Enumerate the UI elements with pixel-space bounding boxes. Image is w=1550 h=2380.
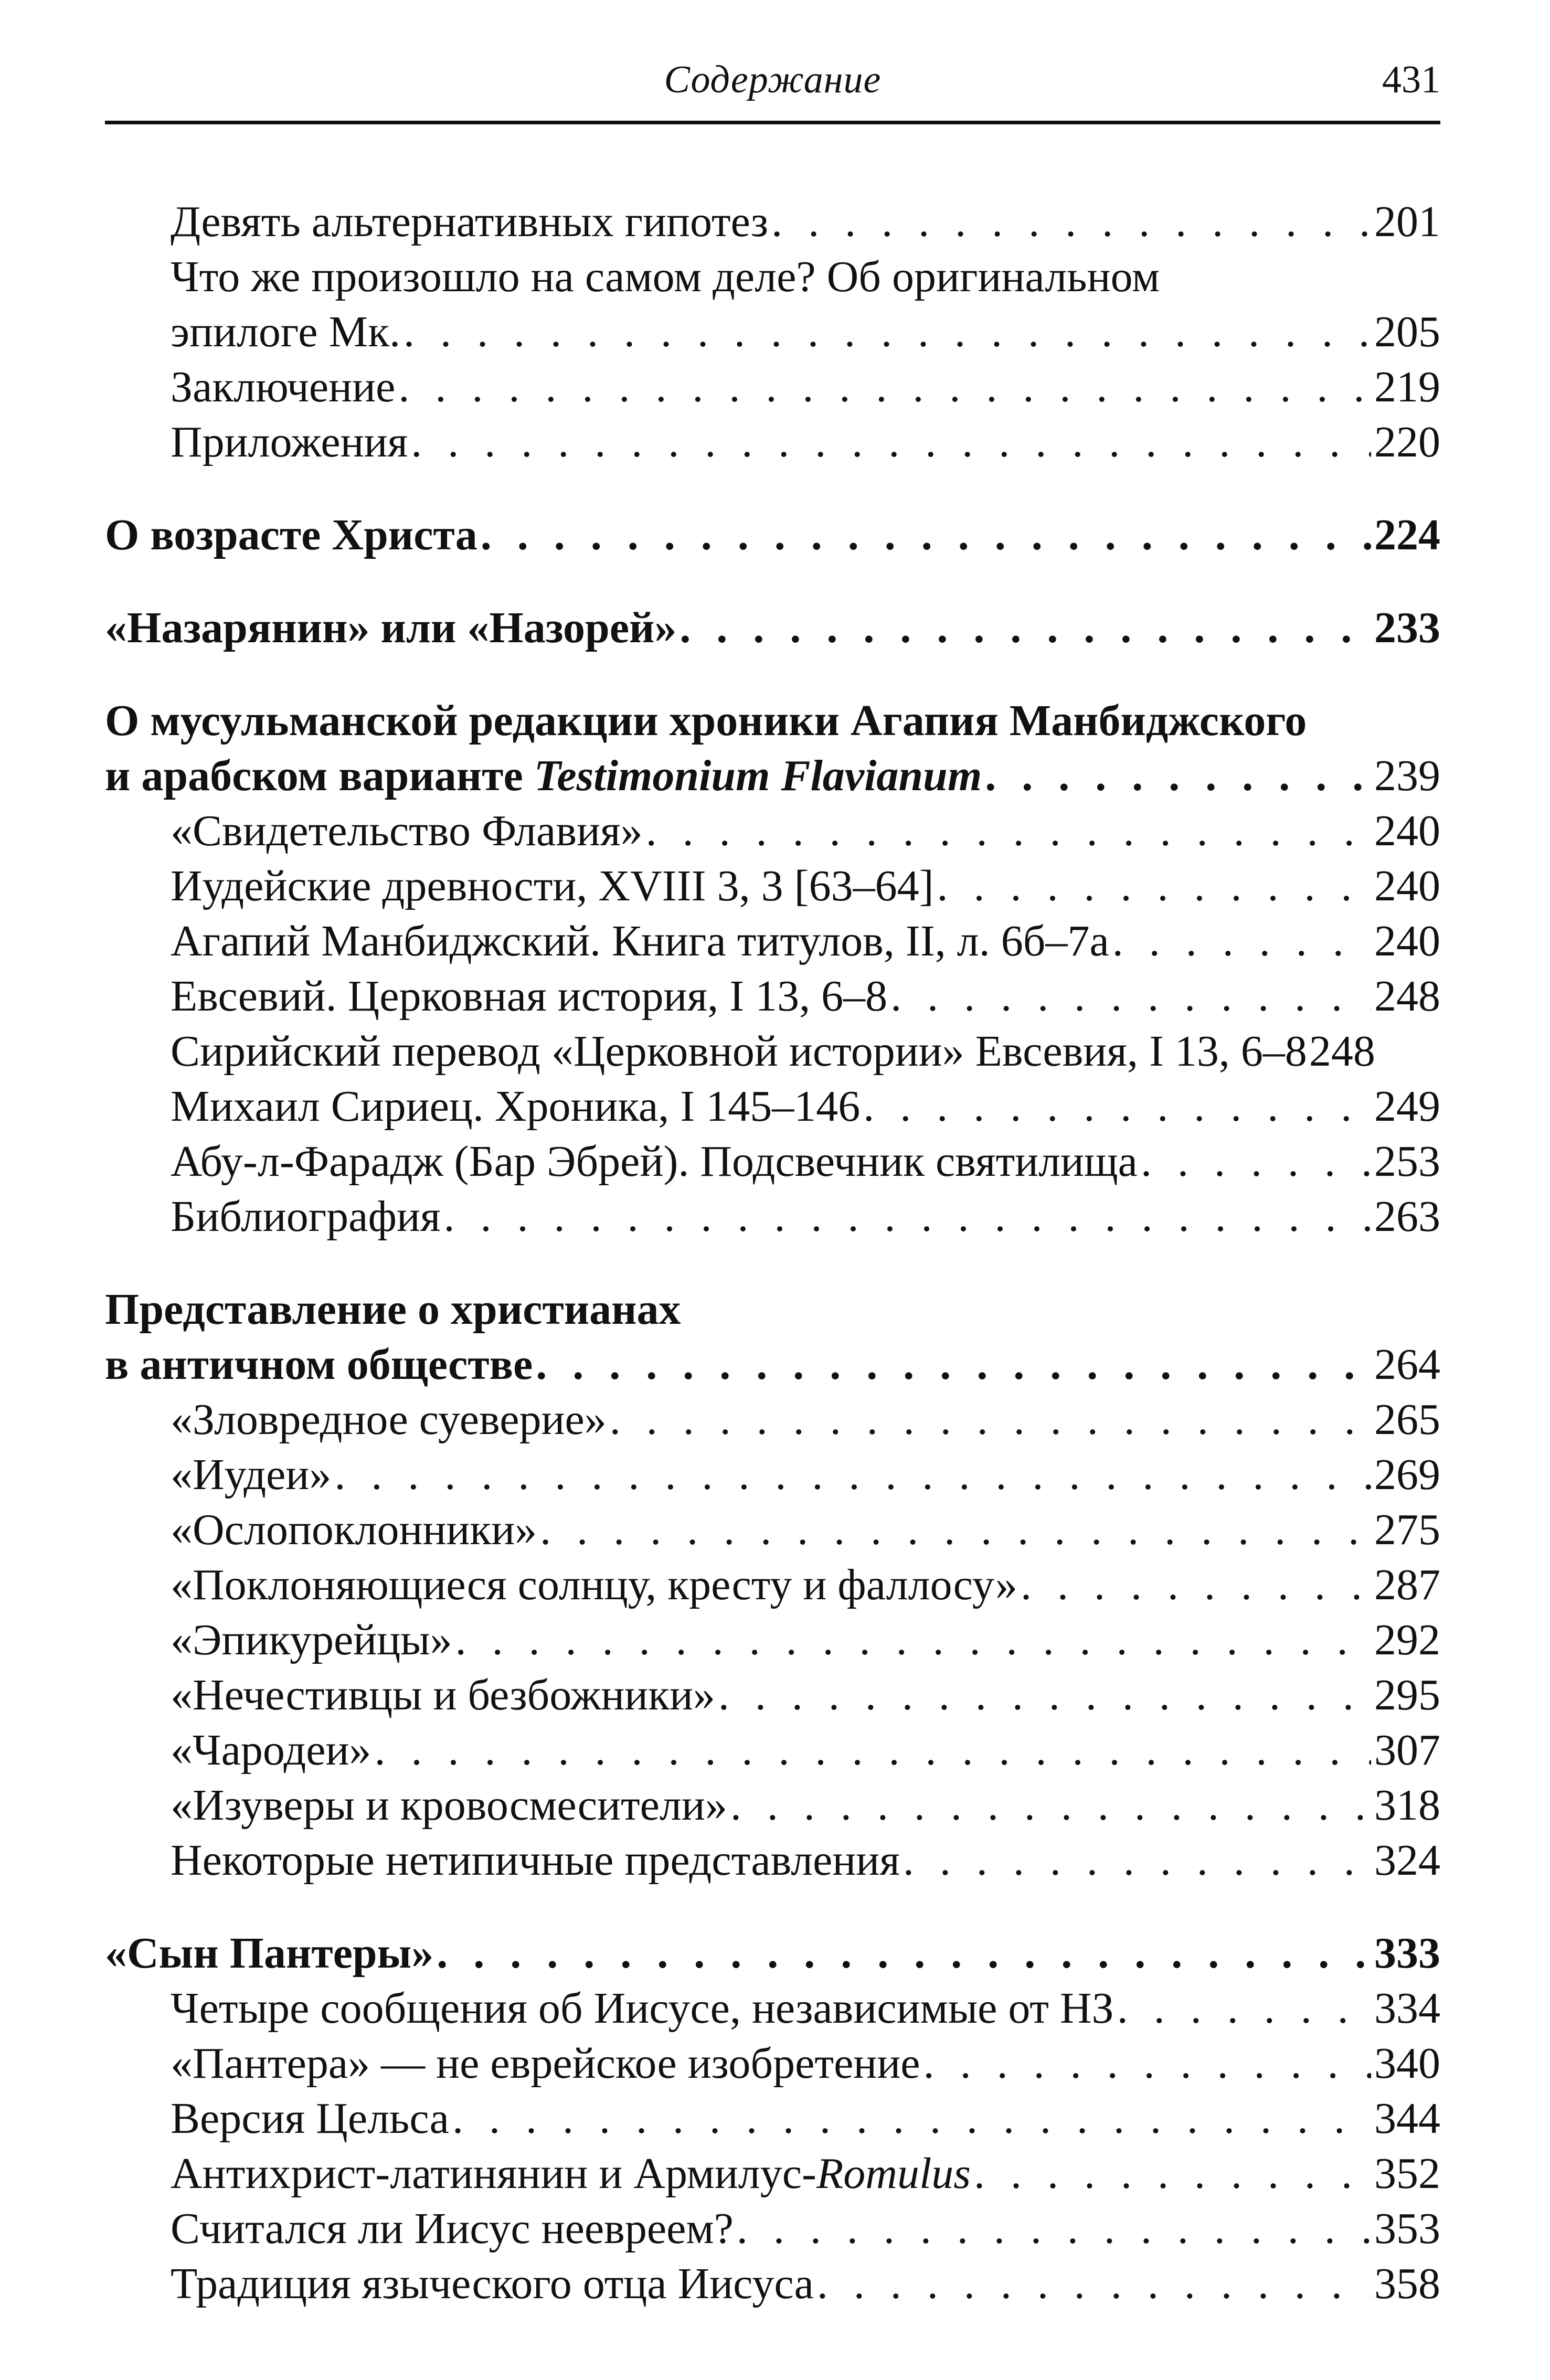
dot-leader: [817, 2256, 1371, 2311]
dot-leader: [610, 1392, 1371, 1447]
toc-entry-title: Заключение: [171, 363, 396, 411]
toc-entry: [105, 1557, 1440, 1612]
toc-entry: [105, 304, 1440, 359]
toc-entry-page: 353: [1374, 2204, 1440, 2253]
toc-entry-title: «Пантера» — не еврейское изобретение: [171, 2039, 920, 2088]
running-title: Содержание: [664, 58, 882, 101]
toc-entry-page: 324: [1374, 1836, 1440, 1885]
toc-entry-page: 334: [1374, 1984, 1440, 2033]
toc-entry: [105, 1612, 1440, 1667]
toc-entry-page: 269: [1374, 1450, 1440, 1499]
toc-chapter-title: О возрасте Христа: [105, 511, 477, 559]
dot-leader: [455, 1612, 1371, 1667]
dot-leader: [374, 1723, 1371, 1778]
dot-leader: [718, 1667, 1371, 1723]
toc-entry-page: 352: [1374, 2149, 1440, 2198]
toc-entry-page: 340: [1374, 2039, 1440, 2088]
toc-chapter-title: в античном обществе: [105, 1340, 533, 1389]
toc-entry: [105, 2201, 1440, 2256]
page-number: 431: [1382, 58, 1440, 101]
toc-entry: [105, 1189, 1440, 1244]
toc-entry: [105, 2146, 1440, 2201]
toc-chapter-title: и арабском варианте Testimonium Flavianum: [105, 751, 982, 800]
toc-chapter: [105, 1337, 1440, 1392]
dot-leader: [1141, 1134, 1371, 1189]
toc-entry-page: 292: [1374, 1616, 1440, 1664]
toc-entry-page: 318: [1374, 1781, 1440, 1830]
toc-entry-title: Традиция языческого отца Иисуса: [171, 2259, 814, 2308]
toc-chapter-title: «Назарянин» или «Назорей»: [105, 603, 677, 652]
dot-leader: [1117, 1981, 1371, 2036]
toc-entry: [105, 2091, 1440, 2146]
toc-entry-title: Версия Цельса: [171, 2094, 449, 2143]
dot-leader: [923, 2036, 1371, 2091]
dot-leader: [334, 1447, 1371, 1502]
toc-entry-title: Евсевий. Церковная история, I 13, 6–8: [171, 972, 888, 1021]
dot-leader: [1112, 913, 1371, 969]
toc-entry-page: 249: [1374, 1082, 1440, 1131]
toc-chapter-title: Представление о христианах: [105, 1285, 681, 1334]
toc-entry-title: «Эпикурейцы»: [171, 1616, 452, 1664]
toc-chapter: [105, 1926, 1440, 1981]
dot-leader: [452, 2091, 1371, 2146]
toc-chapter: [105, 748, 1440, 803]
toc-entry-page: 240: [1374, 806, 1440, 855]
toc-chapter-page: 264: [1374, 1340, 1440, 1389]
dot-leader: [398, 359, 1371, 415]
toc-entry-title: «Ослопоклонники»: [171, 1505, 537, 1554]
toc-entry-title: «Изуверы и кровосмесители»: [171, 1781, 727, 1830]
toc-entry: [105, 1024, 1440, 1079]
toc-entry-title: эпилоге Мк.: [171, 307, 401, 356]
toc-entry: [105, 1667, 1440, 1723]
dot-leader: [646, 803, 1371, 858]
toc-entry-title: Агапий Манбиджский. Книга титулов, II, л. 6б–7а: [171, 917, 1109, 965]
toc-entry-title: «Зловредное суеверие»: [171, 1395, 607, 1444]
dot-leader: [437, 1926, 1371, 1981]
toc-entry-page: 240: [1374, 862, 1440, 910]
dot-leader: [771, 194, 1371, 249]
dot-leader: [481, 507, 1371, 562]
toc-entry: [105, 1723, 1440, 1778]
toc-chapter-title: О мусульманской редакции хроники Агапия Манбиджского: [105, 696, 1307, 745]
toc-entry-title: Библиография: [171, 1192, 441, 1241]
toc-entry-page: 307: [1374, 1726, 1440, 1775]
toc-entry-title: Что же произошло на самом деле? Об оригинальном: [171, 252, 1160, 301]
dot-leader: [890, 969, 1371, 1024]
toc-chapter-page: 333: [1374, 1929, 1440, 1978]
toc-entry: [105, 2036, 1440, 2091]
toc-entry: [105, 1134, 1440, 1189]
toc-entry: [105, 1447, 1440, 1502]
dot-leader: [737, 2201, 1371, 2256]
running-header: [105, 42, 1440, 124]
toc-chapter: [105, 600, 1440, 655]
toc-entry-page: 295: [1374, 1671, 1440, 1719]
toc-entry-title: Считался ли Иисус неевреем?: [171, 2204, 734, 2253]
toc-chapter-page: 233: [1374, 603, 1440, 652]
toc-entry-page: 240: [1374, 917, 1440, 965]
toc-entry: [105, 1778, 1440, 1833]
toc-entry-title: «Поклоняющиеся солнцу, кресту и фаллосу»: [171, 1560, 1017, 1609]
dot-leader: [730, 1778, 1371, 1833]
toc-entry-title: Четыре сообщения об Иисусе, независимые от НЗ: [171, 1984, 1114, 2033]
toc-chapter: [105, 507, 1440, 562]
toc-entry-title: «Иудеи»: [171, 1450, 332, 1499]
toc-entry-title: «Нечестивцы и безбожники»: [171, 1671, 715, 1719]
toc-entry-page: 248: [1374, 972, 1440, 1021]
dot-leader: [540, 1502, 1371, 1557]
toc-entry: [105, 913, 1440, 969]
toc-entry: [105, 359, 1440, 415]
toc-entry: [105, 969, 1440, 1024]
toc-entry-page: 358: [1374, 2259, 1440, 2308]
dot-leader: [903, 1833, 1371, 1888]
toc-entry-page: 253: [1374, 1137, 1440, 1186]
toc-entry: [105, 1079, 1440, 1134]
dot-leader: [680, 600, 1371, 655]
toc-entry-title: Сирийский перевод «Церковной истории» Евсевия, I 13, 6–8: [171, 1027, 1307, 1076]
toc-chapter-line-1: [105, 693, 1440, 748]
toc-chapter-line-1: [105, 1282, 1440, 1337]
toc-entry-page: 275: [1374, 1505, 1440, 1554]
toc-entry: [105, 194, 1440, 249]
toc-entry-title: «Чародеи»: [171, 1726, 371, 1775]
toc-entry-page: 201: [1374, 197, 1440, 246]
toc-entry-page: 287: [1374, 1560, 1440, 1609]
toc-entry-title: Девять альтернативных гипотез: [171, 197, 769, 246]
toc-entry: [105, 1392, 1440, 1447]
toc-entry: [105, 1981, 1440, 2036]
dot-leader: [863, 1079, 1371, 1134]
toc-entry-page: 205: [1374, 307, 1440, 356]
toc-entry: [105, 2256, 1440, 2311]
toc-entry-title: Некоторые нетипичные представления: [171, 1836, 900, 1885]
toc-entry-title: Иудейские древности, XVIII 3, 3 [63–64]: [171, 862, 934, 910]
dot-leader: [1021, 1557, 1371, 1612]
dot-leader: [937, 858, 1371, 913]
toc-entry-title: Михаил Сириец. Хроника, I 145–146: [171, 1082, 861, 1131]
dot-leader: [443, 1189, 1371, 1244]
toc-entry-title: «Свидетельство Флавия»: [171, 806, 643, 855]
toc-entry: [105, 415, 1440, 470]
dot-leader: [404, 304, 1371, 359]
toc-entry-page: 265: [1374, 1395, 1440, 1444]
toc-entry-line-1: [105, 249, 1440, 304]
toc-entry: [105, 803, 1440, 858]
toc-entry-page: 220: [1374, 418, 1440, 466]
toc-chapter-page: 239: [1374, 751, 1440, 800]
dot-leader: [536, 1337, 1371, 1392]
toc-entry-page: 263: [1374, 1192, 1440, 1241]
toc-entry-title: Антихрист-латинянин и Армилус-Romulus: [171, 2149, 971, 2198]
toc-chapter-page: 224: [1374, 511, 1440, 559]
table-of-contents: [105, 194, 1440, 2311]
toc-entry: [105, 858, 1440, 913]
toc-chapter-title: «Сын Пантеры»: [105, 1929, 434, 1978]
toc-entry: [105, 1502, 1440, 1557]
toc-entry-title: Абу-л-Фарадж (Бар Эбрей). Подсвечник святилища: [171, 1137, 1138, 1186]
toc-entry: [105, 1833, 1440, 1888]
toc-entry-page: 248: [1309, 1027, 1375, 1076]
dot-leader: [974, 2146, 1371, 2201]
dot-leader: [411, 415, 1371, 470]
toc-entry-page: 219: [1374, 363, 1440, 411]
dot-leader: [985, 748, 1371, 803]
toc-entry-page: 344: [1374, 2094, 1440, 2143]
toc-entry-title: Приложения: [171, 418, 408, 466]
